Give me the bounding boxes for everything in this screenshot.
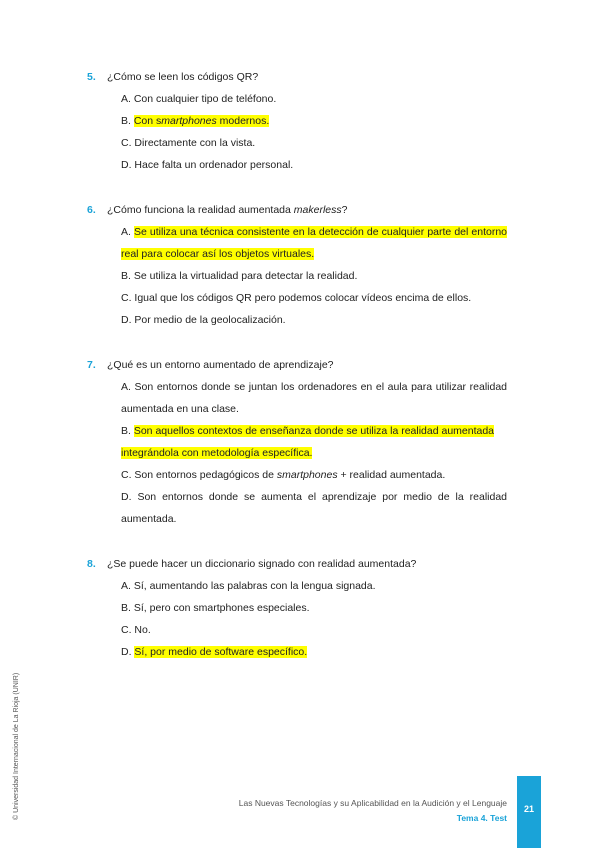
page-number-text: 21 (523, 804, 534, 814)
option-text-part: Son entornos pedagógicos de (134, 469, 277, 481)
question-header (87, 553, 507, 575)
option-prefix: A. (121, 580, 134, 592)
topic-label: Tema 4. Test (456, 813, 507, 823)
option-prefix: C. (121, 624, 135, 636)
option-c (121, 287, 507, 309)
page-number (517, 776, 541, 848)
option-c (121, 619, 507, 641)
option-text-highlighted: Se utiliza una técnica consistente en la detección de cualquier parte del entorno real para colocar así los objetos virtuales. (121, 226, 508, 260)
question-number: 8. (87, 558, 96, 570)
option-prefix: B. (121, 425, 134, 437)
option-d (121, 154, 507, 176)
question-text-italic: makerless (293, 204, 342, 216)
option-b (121, 420, 507, 464)
course-title: Las Nuevas Tecnologías y su Aplicabilidad en la Audición y el Lenguaje (238, 798, 507, 808)
options-list (121, 575, 507, 663)
question-text: ¿Qué es un entorno aumentado de aprendizaje? (107, 359, 334, 371)
question-text (107, 199, 347, 221)
options-list (121, 376, 507, 530)
option-text-highlighted (134, 115, 269, 127)
option-prefix: C. (121, 137, 135, 149)
option-prefix: B. (121, 115, 134, 127)
option-text-highlighted: Son aquellos contextos de enseñanza donde se utiliza la realidad aumentada integrándola con metodología específica. (121, 425, 495, 459)
option-text-italic: smartphones (276, 469, 338, 481)
question-6 (87, 199, 507, 331)
option-a (121, 376, 507, 420)
question-header (87, 199, 507, 221)
question-5 (87, 66, 507, 176)
question-7 (87, 354, 507, 530)
option-text-highlighted: Sí, por medio de software específico. (134, 646, 308, 658)
option-text: Se utiliza la virtualidad para detectar la realidad. (133, 270, 358, 282)
option-d (121, 309, 507, 331)
option-prefix: D. (121, 646, 135, 658)
option-d (121, 486, 507, 530)
option-text: Son entornos donde se aumenta el aprendizaje por medio de la realidad aumentada. (121, 491, 507, 525)
option-text: Igual que los códigos QR pero podemos colocar vídeos encima de ellos. (134, 292, 472, 304)
copyright-side-text: © Universidad Internacional de La Rioja (UNIR) (13, 672, 20, 820)
question-text-part: ? (341, 204, 348, 216)
option-prefix: A. (121, 226, 134, 238)
question-header (87, 66, 507, 88)
option-prefix: D. (121, 314, 135, 326)
option-prefix: D. (121, 159, 135, 171)
question-number: 7. (87, 359, 96, 371)
option-b (121, 110, 507, 132)
option-b (121, 265, 507, 287)
option-c (121, 132, 507, 154)
option-a (121, 575, 507, 597)
option-text-italic: martphones (161, 115, 217, 127)
option-d (121, 641, 507, 663)
option-prefix: B. (121, 602, 134, 614)
option-prefix: D. (121, 491, 138, 503)
question-header (87, 354, 507, 376)
option-text-part: + realidad aumentada. (337, 469, 446, 481)
option-prefix: B. (121, 270, 134, 282)
question-8 (87, 553, 507, 663)
option-text-part: Con s (133, 115, 162, 127)
options-list (121, 221, 507, 331)
question-text: ¿Cómo se leen los códigos QR? (107, 71, 259, 83)
option-c (121, 464, 507, 486)
question-text: ¿Se puede hacer un diccionario signado con realidad aumentada? (107, 558, 417, 570)
option-prefix: A. (121, 93, 134, 105)
option-text-part: modernos. (216, 115, 270, 127)
options-list (121, 88, 507, 176)
option-prefix: A. (121, 381, 135, 393)
option-text: Sí, aumentando las palabras con la lengua signada. (133, 580, 376, 592)
option-b (121, 597, 507, 619)
option-text: Hace falta un ordenador personal. (134, 159, 294, 171)
option-text: No. (134, 624, 151, 636)
option-text: Por medio de la geolocalización. (134, 314, 286, 326)
option-a (121, 88, 507, 110)
option-text: Directamente con la vista. (134, 137, 256, 149)
question-number: 5. (87, 71, 96, 83)
option-text: Sí, pero con smartphones especiales. (133, 602, 310, 614)
question-text-part: ¿Cómo funciona la realidad aumentada (107, 204, 294, 216)
option-text: Con cualquier tipo de teléfono. (133, 93, 277, 105)
option-prefix: C. (121, 469, 135, 481)
option-text: Son entornos donde se juntan los ordenadores en el aula para utilizar realidad aumentada en una clase. (121, 381, 508, 415)
page-footer (239, 796, 507, 826)
option-a (121, 221, 507, 265)
question-number: 6. (87, 204, 96, 216)
option-prefix: C. (121, 292, 135, 304)
